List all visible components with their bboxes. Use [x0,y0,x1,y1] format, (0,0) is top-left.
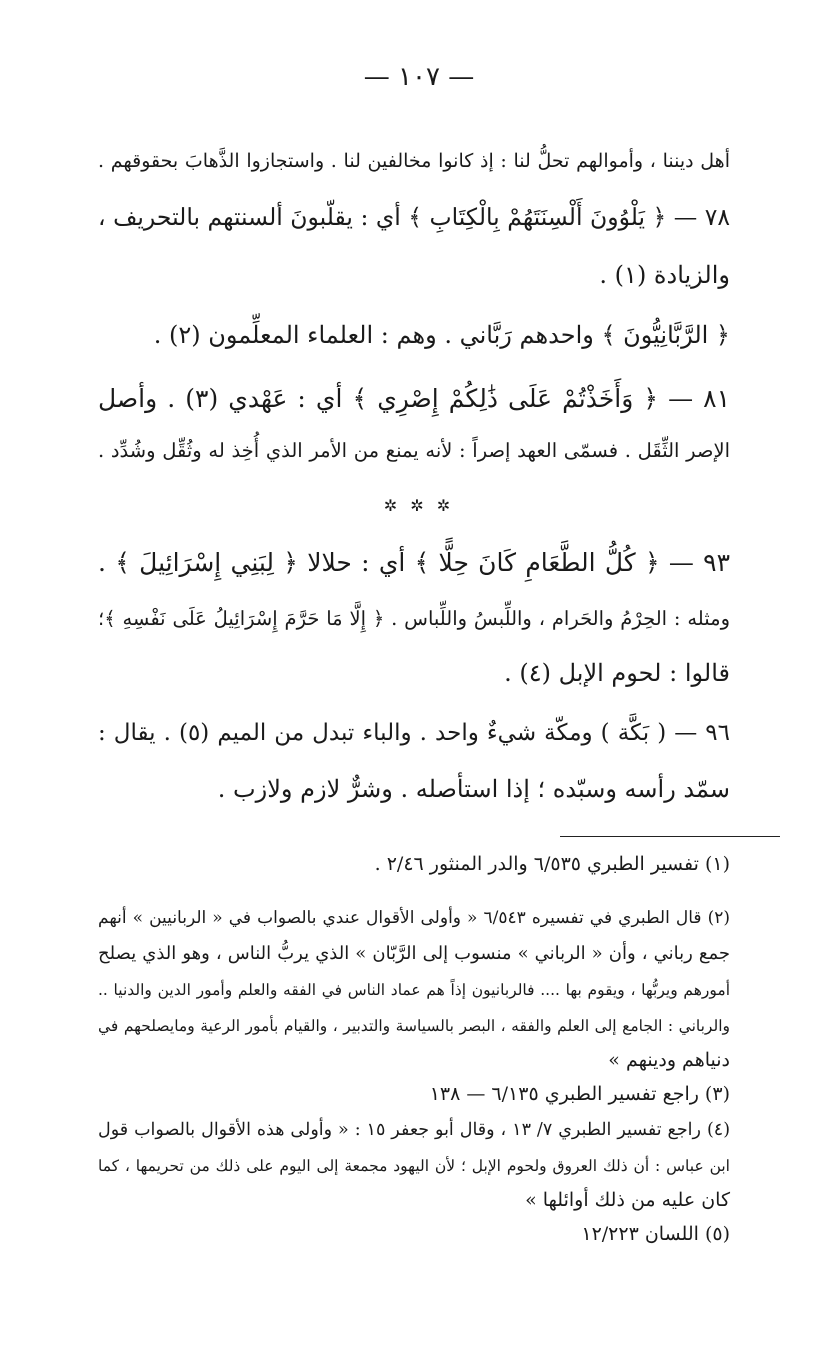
footnote-4-line-3: كان عليه من ذلك أوائلها » [525,1189,730,1211]
footnote-2-line-3: أمورهم ويربُّها ، ويقوم بها .... فالربانيون إذاً هم عماد الناس في الفقه والعلم وأمور الدين والدنيا .. [98,981,730,999]
footnote-2-line-5: دنياهم ودينهم » [608,1049,730,1071]
footnote-2-line-2: جمع رباني ، وأن « الرباني » منسوب إلى الرَّبّان » الذي يربُّ الناس ، وهو الذي يصلح [98,943,730,964]
section-separator: ✲ ✲ ✲ [383,496,455,515]
body-line-verse-78: ٧٨ — ﴿ يَلْوُونَ أَلْسِنَتَهُمْ بِالْكِتَابِ ﴾ أي : يقلّبونَ ألسنتهم بالتحريف ، [98,203,730,231]
body-line-verse-93: ٩٣ — ﴿ كُلُّ الطَّعَامِ كَانَ حِلًّا ﴾ أي : حلالا ﴿ لِبَنِي إِسْرَائِيلَ ﴾ . [98,548,730,577]
footnote-3: (٣) راجع تفسير الطبري ٦/١٣٥ — ١٣٨ [429,1083,730,1105]
body-line-3: والزيادة (١) . [599,261,730,289]
body-line-8: ومثله : الحِرْمُ والحَرام ، واللِّبسُ واللِّباس . ﴿ إِلَّا مَا حَرَّمَ إِسْرَائِيلُ عَلَى نَفْسِهِ ﴾؛ [98,607,730,630]
footnote-2-line-4: والرباني : الجامع إلى العلم والفقه ، البصر بالسياسة والتدبير ، والقيام بأمور الرعية ومايصلحهم في [98,1017,730,1035]
body-line-9: قالوا : لحوم الإبل (٤) . [504,659,730,687]
body-line-rabbaniyyun: ﴿ الرَّبَّانِيُّونَ ﴾ واحدهم رَبَّاني . وهم : العلماء المعلِّمون (٢) . [153,321,730,349]
body-line-11: سمّد رأسه وسبّده ؛ إذا استأصله . وشرٌّ لازم ولازب . [217,775,730,803]
body-line-verse-81: ٨١ — ﴿ وَأَخَذْتُمْ عَلَى ذَٰلِكُمْ إِصْرِي ﴾ أي : عَهْدي (٣) . وأصل [98,384,730,413]
footnote-separator [560,836,780,837]
body-line-1: أهل ديننا ، وأموالهم تحلُّ لنا : إذ كانوا مخالفين لنا . واستجازوا الذَّهابَ بحقوقهم . [98,150,730,172]
footnote-4-line-1: (٤) راجع تفسير الطبري ٧/ ١٣ ، وقال أبو جعفر ١٥ : « وأولى هذه الأقوال بالصواب قول [98,1120,731,1140]
page-number: — ١٠٧ — [363,62,475,92]
body-line-verse-96: ٩٦ — ( بَكَّة ) ومكّة شيءٌ واحد . والباء تبدل من الميم (٥) . يقال : [98,720,730,746]
footnote-1: (١) تفسير الطبري ٦/٥٣٥ والدر المنثور ٢/٤٦ . [374,853,730,875]
footnote-4-line-2: ابن عباس : أن ذلك العروق ولحوم الإبل ؛ لأن اليهود مجمعة إلى اليوم على ذلك من تحريمها ، كما [98,1157,730,1175]
footnote-2-line-1: (٢) قال الطبري في تفسيره ٦/٥٤٣ « وأولى الأقوال عندي بالصواب في « الربانيين » أنهم [98,908,730,928]
footnote-5: (٥) اللسان ١٢/٢٢٣ [581,1223,730,1245]
body-line-6: الإصر الثِّقَل . فسمّى العهد إصراً : لأنه يمنع من الأمر الذي أُخِذ له وثُقِّل وشُدِّد . [98,439,730,462]
